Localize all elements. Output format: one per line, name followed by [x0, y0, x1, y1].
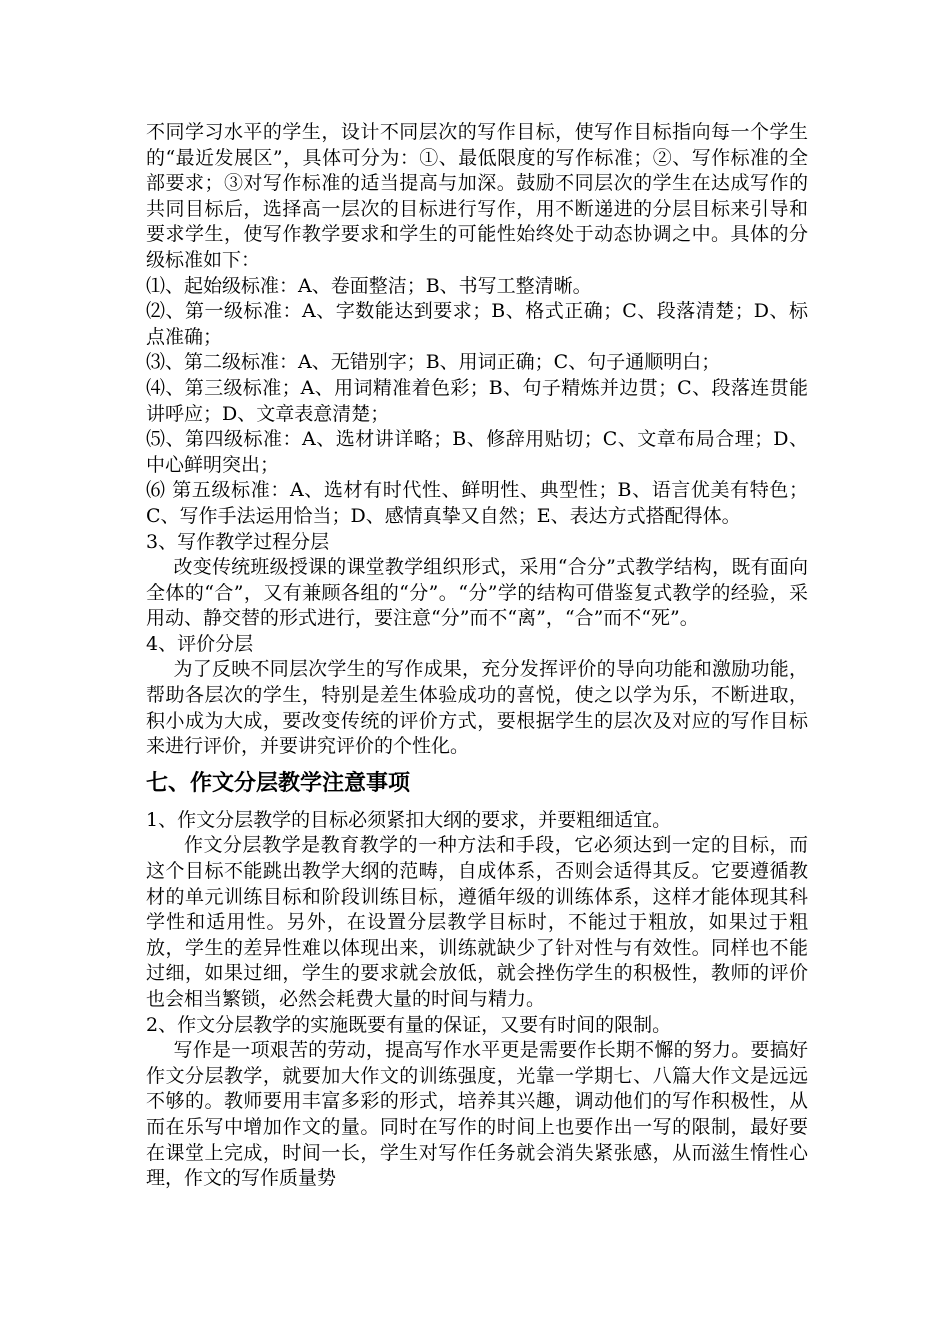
- point1-heading: 1、作文分层教学的目标必须紧扣大纲的要求，并要粗细适宜。: [146, 808, 672, 831]
- level-standard-0: ⑴、起始级标准：A、卷面整洁；B、书写工整清晰。: [146, 274, 592, 297]
- item4-body: 为了反映不同层次学生的写作成果，充分发挥评价的导向功能和激励功能，帮助各层次的学生，特别是差生体验成功的喜悦，使之以学为乐，不断进取，积小成为大成，要改变传统的评价方式，要根据学生的层次及对应的写作目标来进行评价，并要讲究评价的个性化。: [146, 658, 808, 758]
- level-standard-2: ⑶、第二级标准：A、无错别字；B、用词正确；C、句子通顺明白；: [146, 351, 721, 374]
- section-title: 七、作文分层教学注意事项: [146, 770, 411, 796]
- level-standard-5: ⑹ 第五级标准：A、选材有时代性、鲜明性、典型性；B、语言优美有特色；C、写作手法运用恰当；D、感情真挚又自然；E、表达方式搭配得体。: [146, 479, 808, 527]
- document-page: [146, 120, 808, 1192]
- point1-body: 作文分层教学是教育教学的一种方法和手段，它必须达到一定的目标，而这个目标不能跳出教学大纲的范畴，自成体系，否则会适得其反。它要遵循教材的单元训练目标和阶段训练目标，遵循年级的训练体系，这样才能体现其科学性和适用性。另外，在设置分层教学目标时，不能过于粗放，如果过于粗放，学生的差异性难以体现出来，训练就缺少了针对性与有效性。同样也不能过细，如果过细，学生的要求就会放低，就会挫伤学生的积极性，教师的评价也会相当繁锁，必然会耗费大量的时间与精力。: [146, 834, 808, 1010]
- point2-body: 写作是一项艰苦的劳动，提高写作水平更是需要作长期不懈的努力。要搞好作文分层教学，就要加大作文的训练强度，光靠一学期七、八篇大作文是远远不够的。教师要用丰富多彩的形式，培养其兴趣，调动他们的写作积极性，从而在乐写中增加作文的量。同时在写作的时间上也要作出一写的限制，最好要在课堂上完成，时间一长，学生对写作任务就会消失紧张感，从而滋生惰性心理，作文的写作质量势: [146, 1039, 808, 1190]
- point2-heading: 2、作文分层教学的实施既要有量的保证，又要有时间的限制。: [146, 1013, 672, 1036]
- item4-heading: 4、评价分层: [146, 632, 254, 655]
- level-standard-4: ⑸、第四级标准：A、选材讲详略；B、修辞用贴切；C、文章布局合理；D、中心鲜明突出；: [146, 428, 808, 476]
- level-standard-3: ⑷、第三级标准；A、用词精准着色彩；B、句子精炼并边贯；C、段落连贯能讲呼应；D、文章表意清楚；: [146, 376, 808, 425]
- item3-heading: 3、写作教学过程分层: [146, 530, 330, 553]
- item3-body: 改变传统班级授课的课堂教学组织形式，采用“合分”式教学结构，既有面向全体的“合”，又有兼顾各组的“分”。“分”学的结构可借鉴复式教学的经验，采用动、静交替的形式进行，要注意“分”而不“离”，“合”而不“死”。: [146, 556, 808, 630]
- level-standard-1: ⑵、第一级标准：A、字数能达到要求；B、格式正确；C、段落清楚；D、标点准确；: [146, 300, 808, 348]
- intro-paragraph: 不同学习水平的学生，设计不同层次的写作目标，使写作目标指向每一个学生的“最近发展区”，具体可分为：①、最低限度的写作标准；②、写作标准的全部要求；③对写作标准的适当提高与加深。鼓励不同层次的学生在达成写作的共同目标后，选择高一层次的目标进行写作，用不断递进的分层目标来引导和要求学生，使写作教学要求和学生的可能性始终处于动态协调之中。具体的分级标准如下：: [146, 121, 808, 271]
